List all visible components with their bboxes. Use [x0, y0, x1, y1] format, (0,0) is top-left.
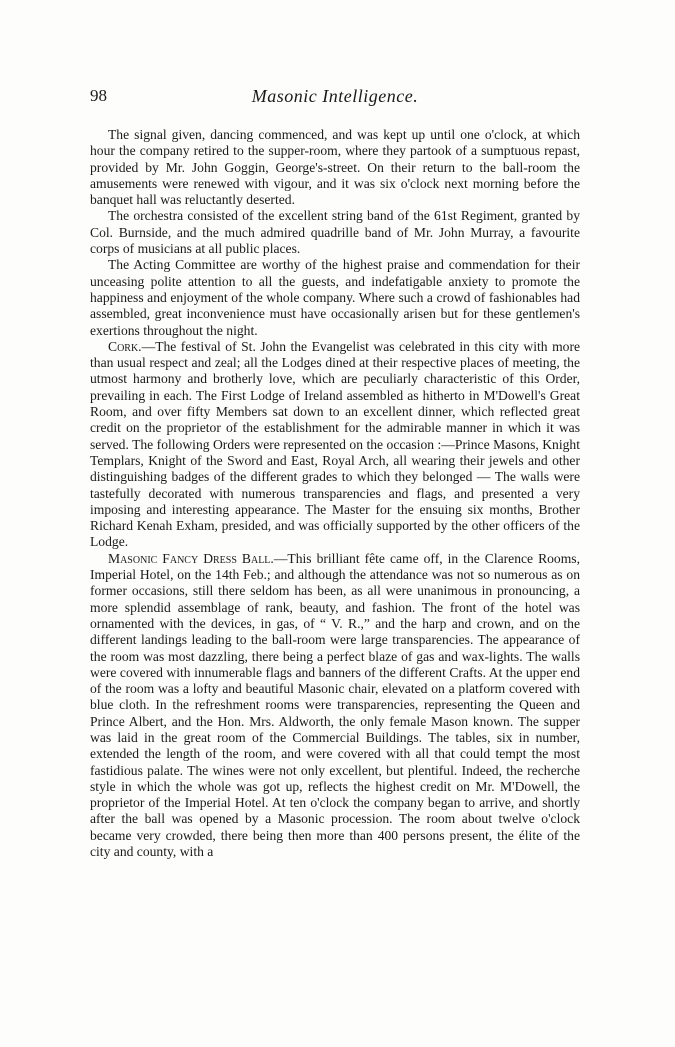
- paragraph-cork: Cork.—The festival of St. John the Evangelist was celebrated in this city with more than usual respect and zeal; all the Lodges dined at their respective places of meeting, the utmost harmony and brotherly love, which are peculiarly characteristic of this Order, prevailing in each. The First Lodge of Ireland assembled as hitherto in M'Dowell's Great Room, and over fifty Members sat down to an excellent dinner, which reflected great credit on the proprietor of the establishment for the admirable manner in which it was served. The following Orders were represented on the occasion :—Prince Masons, Knight Templars, Knight of the Sword and East, Royal Arch, all wearing their jewels and other distinguishing badges of the different grades to which they belonged — The walls were tastefully decorated with numerous transparencies and flags, and presented a very imposing and interesting appearance. The Master for the ensuing six months, Brother Richard Kenah Exham, presided, and was officially supported by the other officers of the Lodge.: [90, 338, 580, 550]
- page-number: 98: [90, 86, 107, 105]
- section-lead-cork: Cork.: [108, 338, 142, 354]
- paragraph-committee: The Acting Committee are worthy of the highest praise and commendation for their unceasing polite attention to all the guests, and indefatigable anxiety to promote the happiness and enjoyment of the whole company. Where such a crowd of fashionables had assembled, great inconvenience must have occasionally arisen but for these gentlemen's exertions throughout the night.: [90, 257, 580, 338]
- paragraph-orchestra: The orchestra consisted of the excellent string band of the 61st Regiment, granted by Col. Burnside, and the much admired quadrille band of Mr. John Murray, a favourite corps of musicians at all public places.: [90, 208, 580, 257]
- article-body: [90, 127, 580, 860]
- paragraph-supper: The signal given, dancing commenced, and was kept up until one o'clock, at which hour the company retired to the supper-room, where they partook of a sumptuous repast, provided by Mr. John Goggin, George's-street. On their return to the ball-room the amusements were renewed with vigour, and it was six o'clock next morning before the banquet hall was reluctantly deserted.: [90, 127, 580, 208]
- section-lead-ball: Masonic Fancy Dress Ball.: [108, 550, 274, 566]
- running-title: Masonic Intelligence.: [251, 86, 419, 106]
- running-header: [90, 86, 580, 110]
- paragraph-fancy-dress-ball: Masonic Fancy Dress Ball.—This brilliant fête came off, in the Clarence Rooms, Imperial Hotel, on the 14th Feb.; and although the attendance was not so numerous as on former occasions, still there seldom has been, as all were unanimous in pronouncing, a more splendid assemblage of rank, beauty, and fashion. The front of the hotel was ornamented with the devices, in gas, of “ V. R.,” and the harp and crown, and on the different landings leading to the ball-room were large transparencies. The appearance of the room was most dazzling, there being a perfect blaze of gas and wax-lights. The walls were covered with innumerable flags and banners of the different Crafts. At the upper end of the room was a lofty and beautiful Masonic chair, elevated on a platform covered with blue cloth. In the refreshment rooms were transparencies, representing the Queen and Prince Albert, and the Hon. Mrs. Aldworth, the only female Mason known. The supper was laid in the great room of the Commercial Buildings. The tables, six in number, extended the length of the room, and were covered with all that could tempt the most fastidious palate. The wines were not only excellent, but plentiful. Indeed, the recherche style in which the whole was got up, reflects the highest credit on Mr. M'Dowell, the proprietor of the Imperial Hotel. At ten o'clock the company began to arrive, and shortly after the ball was opened by a Masonic procession. The room about twelve o'clock became very crowded, there being then more than 400 persons present, the élite of the city and county, with a: [90, 550, 580, 860]
